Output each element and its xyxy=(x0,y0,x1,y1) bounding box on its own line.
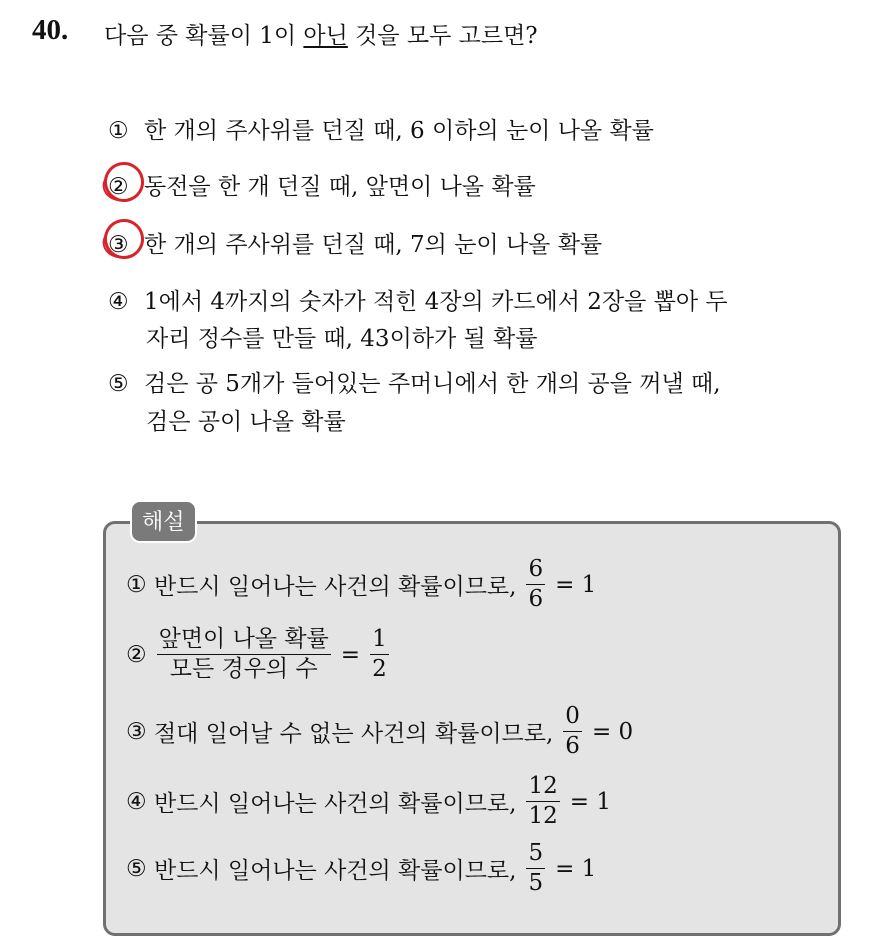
fraction xyxy=(370,628,389,681)
numerator: 0 xyxy=(563,705,582,732)
solution-line-5 xyxy=(126,842,596,895)
solution-line-4 xyxy=(126,775,611,828)
solution-text: 반드시 일어나는 사건의 확률이므로, xyxy=(153,858,517,884)
denominator: 6 xyxy=(565,733,580,759)
denominator: 모든 경우의 수 xyxy=(169,656,318,682)
question-text xyxy=(104,17,538,50)
solution-line-3 xyxy=(126,705,633,758)
fraction xyxy=(526,775,559,828)
numerator: 6 xyxy=(526,558,545,585)
option-mark: ④ xyxy=(108,289,129,315)
question-text-underlined: 아닌 xyxy=(303,23,348,49)
solution-line-2 xyxy=(126,628,397,681)
numerator: 12 xyxy=(526,775,559,802)
solution-mark: ② xyxy=(126,641,147,668)
option-mark: ① xyxy=(108,118,129,144)
solution-mark: ④ xyxy=(126,788,147,815)
denominator: 2 xyxy=(372,656,387,682)
option-1 xyxy=(108,112,654,145)
numerator: 5 xyxy=(526,842,545,869)
denominator: 6 xyxy=(528,586,544,612)
solution-mark: ③ xyxy=(126,718,147,745)
solution-text: 반드시 일어나는 사건의 확률이므로, xyxy=(153,791,517,817)
option-text: 동전을 한 개 던질 때, 앞면이 나올 확률 xyxy=(144,174,536,200)
solution-tag: 해설 xyxy=(130,500,197,543)
option-mark: ③ xyxy=(108,232,129,258)
question-text-post: 것을 모두 고르면? xyxy=(347,23,538,49)
option-4-continuation: 자리 정수를 만들 때, 43이하가 될 확률 xyxy=(146,326,538,352)
solution-mark: ⑤ xyxy=(126,855,147,882)
result: = 1 xyxy=(555,571,597,598)
result: = 0 xyxy=(591,718,634,745)
result: = 1 xyxy=(569,788,611,815)
option-mark: ⑤ xyxy=(108,371,129,397)
option-5 xyxy=(108,365,721,398)
fraction xyxy=(157,628,331,681)
numerator: 1 xyxy=(370,628,389,655)
solution-line-1 xyxy=(126,558,596,611)
fraction xyxy=(526,558,545,611)
solution-text: 절대 일어날 수 없는 사건의 확률이므로, xyxy=(153,721,554,747)
option-4 xyxy=(108,283,728,316)
option-3 xyxy=(108,226,602,259)
question-number: 40. xyxy=(32,14,69,46)
denominator: 5 xyxy=(528,870,544,896)
denominator: 12 xyxy=(528,803,558,829)
solution-mark: ① xyxy=(126,571,147,598)
numerator: 앞면이 나올 확률 xyxy=(157,628,331,655)
option-text: 검은 공 5개가 들어있는 주머니에서 한 개의 공을 꺼낼 때, xyxy=(144,371,721,397)
question-text-pre: 다음 중 확률이 1이 xyxy=(104,23,304,49)
option-text: 1에서 4까지의 숫자가 적힌 4장의 카드에서 2장을 뽑아 두 xyxy=(144,289,728,315)
option-mark: ② xyxy=(108,174,129,200)
equals-sign: = xyxy=(340,641,361,668)
fraction xyxy=(563,705,582,758)
option-5-continuation: 검은 공이 나올 확률 xyxy=(146,409,346,435)
solution-text: 반드시 일어나는 사건의 확률이므로, xyxy=(153,574,517,600)
result: = 1 xyxy=(555,855,597,882)
option-2 xyxy=(108,168,536,201)
option-text: 한 개의 주사위를 던질 때, 7의 눈이 나올 확률 xyxy=(144,232,603,258)
option-text: 한 개의 주사위를 던질 때, 6 이하의 눈이 나올 확률 xyxy=(144,118,654,144)
fraction xyxy=(526,842,545,895)
